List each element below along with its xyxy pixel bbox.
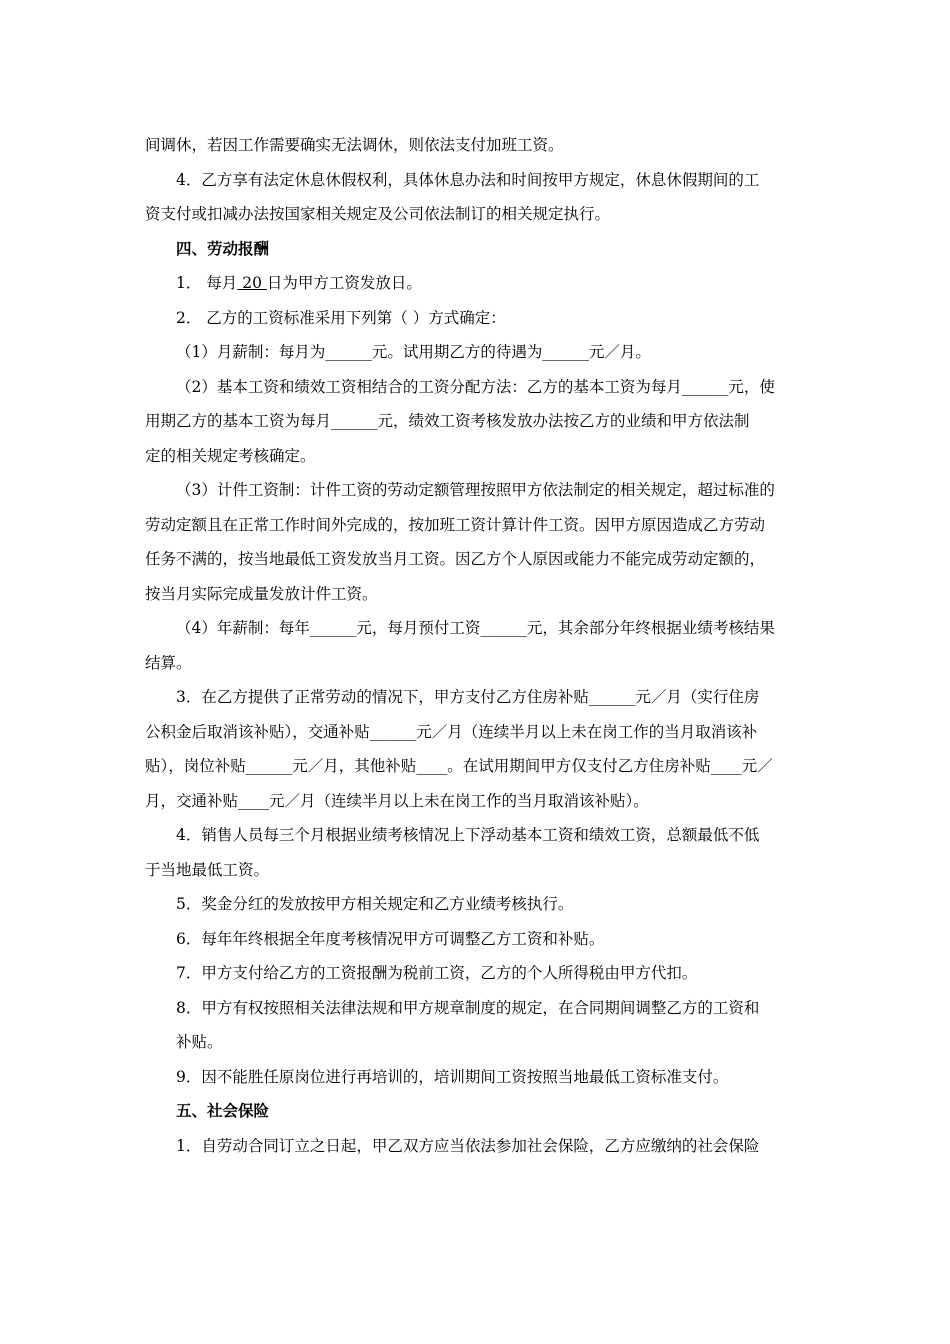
paragraph-line: 贴），岗位补贴______元／月，其他补贴____。在试用期间甲方仅支付乙方住房补贴____元／	[145, 757, 773, 775]
payday-value: 20	[237, 274, 267, 292]
paragraph-line: 8．甲方有权按照相关法律法规和甲方规章制度的规定，在合同期间调整乙方的工资和	[176, 998, 760, 1017]
paragraph-line: 6．每年年终根据全年度考核情况甲方可调整乙方工资和补贴。	[176, 929, 605, 948]
paragraph-line: 7．甲方支付给乙方的工资报酬为税前工资，乙方的个人所得税由甲方代扣。	[176, 964, 698, 982]
paragraph-line: 资支付或扣减办法按国家相关规定及公司依法制订的相关规定执行。	[145, 205, 611, 223]
paragraph-line: 月，交通补贴____元／月（连续半月以上未在岗工作的当月取消该补贴）。	[145, 791, 649, 810]
paragraph-line: 任务不满的，按当地最低工资发放当月工资。因乙方个人原因或能力不能完成劳动定额的，	[145, 550, 766, 568]
paragraph-line: 间调休，若因工作需要确实无法调休，则依法支付加班工资。	[145, 136, 564, 154]
paragraph-line: 3．在乙方提供了正常劳动的情况下，甲方支付乙方住房补贴______元／月（实行住房	[176, 688, 760, 706]
paragraph-line: （4）年薪制：每年______元，每月预付工资______元，其余部分年终根据业绩考核结果	[176, 619, 775, 637]
payday-suffix: 日为甲方工资发放日。	[266, 274, 422, 292]
paragraph-line: 2． 乙方的工资标准采用下列第（ ）方式确定：	[176, 308, 506, 327]
paragraph-line: 4．销售人员每三个月根据业绩考核情况上下浮动基本工资和绩效工资，总额最低不低	[176, 826, 760, 844]
paragraph-line: 劳动定额且在正常工作时间外完成的，按加班工资计算计件工资。因甲方原因造成乙方劳动	[145, 515, 766, 534]
paragraph-line: 1．自劳动合同订立之日起，甲乙双方应当依法参加社会保险，乙方应缴纳的社会保险	[176, 1136, 760, 1155]
paragraph-line: 按当月实际完成量发放计件工资。	[145, 584, 378, 603]
paragraph-line: 公积金后取消该补贴），交通补贴______元／月（连续半月以上未在岗工作的当月取消该补	[145, 722, 758, 741]
paragraph-line: 5．奖金分红的发放按甲方相关规定和乙方业绩考核执行。	[176, 895, 574, 913]
paragraph-line: （2）基本工资和绩效工资相结合的工资分配方法：乙方的基本工资为每月______元，使	[176, 377, 775, 396]
payday-item	[145, 266, 807, 301]
paragraph-line: 于当地最低工资。	[145, 860, 270, 879]
section-heading-4: 四、劳动报酬	[176, 238, 270, 258]
paragraph-line: 9．因不能胜任原岗位进行再培训的，培训期间工资按照当地最低工资标准支付。	[176, 1067, 729, 1086]
paragraph-line: 结算。	[145, 653, 192, 672]
document-page	[145, 128, 807, 1163]
payday-prefix: 1． 每月	[176, 274, 238, 292]
paragraph-line: （3）计件工资制：计件工资的劳动定额管理按照甲方依法制定的相关规定，超过标准的	[176, 481, 775, 499]
paragraph-line: （1）月薪制：每月为______元。试用期乙方的待遇为______元／月。	[176, 343, 651, 361]
section-heading-5: 五、社会保险	[176, 1101, 270, 1120]
paragraph-line: 补贴。	[176, 1033, 223, 1051]
paragraph-line: 4．乙方享有法定休息休假权利，具体休息办法和时间按甲方规定，休息休假期间的工	[176, 170, 760, 189]
paragraph-line: 定的相关规定考核确定。	[145, 446, 316, 465]
paragraph-line: 用期乙方的基本工资为每月______元，绩效工资考核发放办法按乙方的业绩和甲方依法制	[145, 412, 750, 430]
